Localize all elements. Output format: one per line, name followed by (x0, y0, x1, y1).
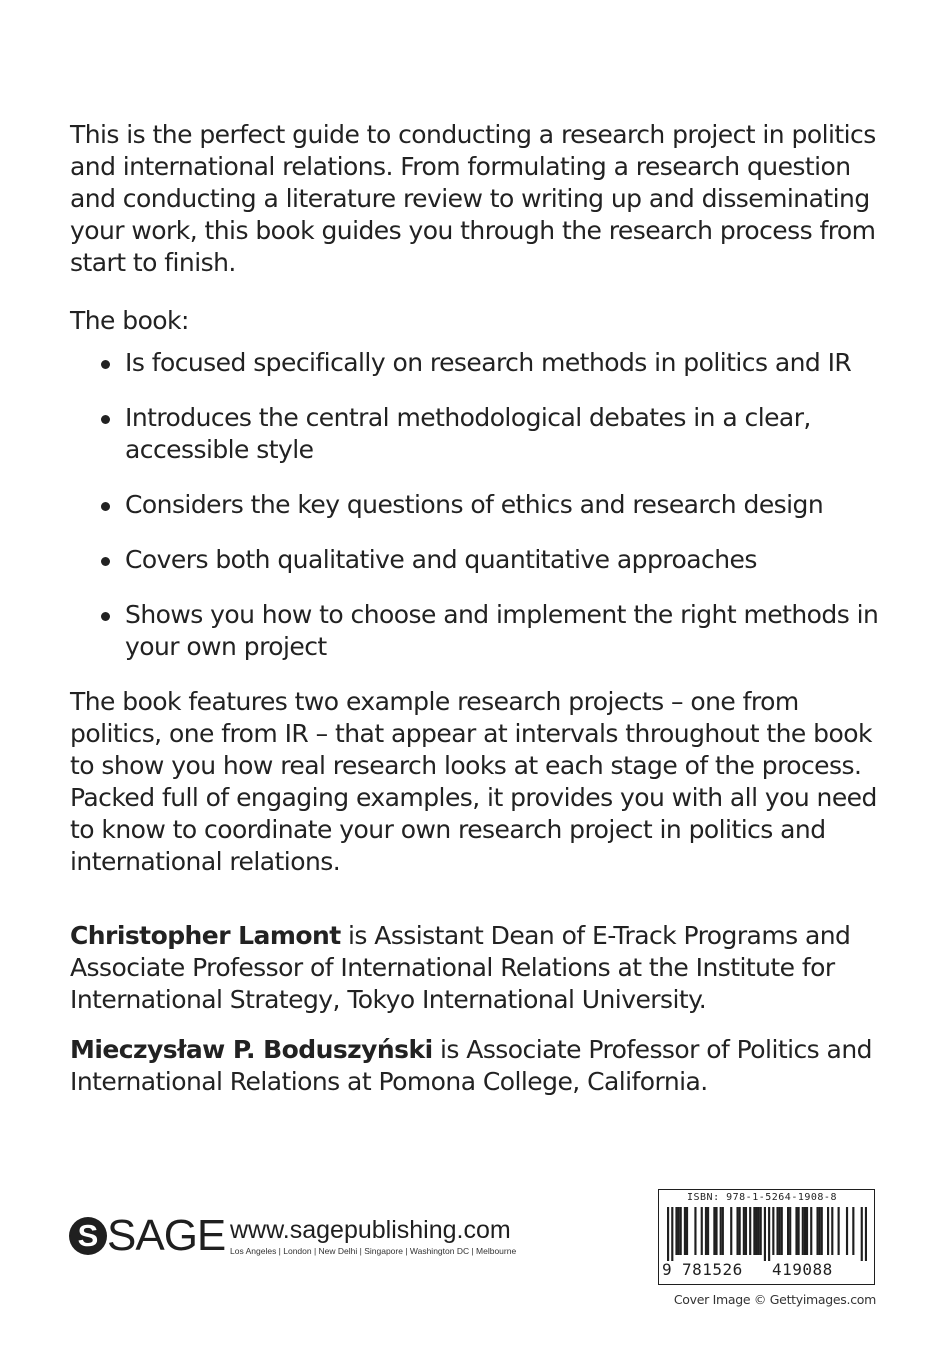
barcode-bar (707, 1207, 709, 1255)
barcode-bar (722, 1207, 724, 1255)
barcode-bar (667, 1207, 669, 1261)
barcode-bar (798, 1207, 800, 1255)
list-item: Considers the key questions of ethics and research design (70, 489, 882, 521)
barcode-bar (671, 1207, 673, 1261)
barcode-bar (865, 1207, 867, 1261)
list-lead: The book: (70, 306, 189, 335)
barcode-bar (743, 1207, 745, 1255)
isbn-barcode (658, 1189, 875, 1285)
barcode-bar (694, 1207, 696, 1255)
barcode-bar (781, 1207, 783, 1255)
barcode-bar (795, 1207, 797, 1255)
author-name: Christopher Lamont (70, 921, 341, 950)
author-name: Mieczysław P. Boduszyński (70, 1035, 433, 1064)
barcode-bar (760, 1207, 762, 1255)
barcode-digit-first: 9 (662, 1260, 672, 1279)
list-item: Covers both qualitative and quantitative approaches (70, 544, 882, 576)
barcode-bar (720, 1207, 722, 1255)
barcode-bar (787, 1207, 789, 1255)
barcode-bar (755, 1207, 757, 1255)
barcode-bar (852, 1207, 854, 1255)
barcode-bar (730, 1207, 732, 1255)
barcode-bar (846, 1207, 848, 1255)
barcode-bar (776, 1207, 778, 1255)
sage-logo-icon (69, 1217, 107, 1255)
barcode-bar (816, 1207, 818, 1255)
barcode-digits-left: 781526 (682, 1260, 743, 1279)
list-item: Shows you how to choose and implement the right methods in your own project (70, 599, 882, 663)
barcode-bar (684, 1207, 686, 1255)
publisher-url[interactable]: www.sagepublishing.com (230, 1216, 511, 1244)
barcode-bar (806, 1207, 808, 1255)
barcode-bars (667, 1207, 867, 1261)
publisher-cities: Los Angeles | London | New Delhi | Singapore | Washington DC | Melbourne (230, 1246, 517, 1256)
intro-paragraph: This is the perfect guide to conducting a research project in politics and international relations. From formulating a research question and conducting a literature review to writing up and disseminating your work, this book guides you through the research process from start to finish. (70, 120, 876, 277)
barcode-bar (861, 1207, 863, 1261)
barcode-bar (802, 1207, 804, 1255)
author-bio (70, 920, 882, 1016)
barcode-bar (789, 1207, 791, 1255)
barcode-bar (764, 1207, 766, 1261)
list-item: Introduces the central methodological debates in a clear, accessible style (70, 402, 882, 466)
sage-logo-letter: S (77, 1218, 99, 1253)
isbn-label: ISBN: 978-1-5264-1908-8 (687, 1192, 837, 1203)
barcode-bar (745, 1207, 747, 1255)
barcode-bar (739, 1207, 741, 1255)
barcode-bar (678, 1207, 680, 1255)
barcode-bar (772, 1207, 774, 1255)
barcode-bar (779, 1207, 781, 1255)
barcode-bar (810, 1207, 812, 1255)
barcode-digits-right: 419088 (772, 1260, 833, 1279)
publisher-logo (69, 1211, 539, 1264)
author-bio-text: is Associate Professor of Politics and International Relations at Pomona College, California. (70, 1035, 872, 1096)
barcode-bar (753, 1207, 755, 1255)
barcode-bar (804, 1207, 806, 1255)
barcode-bar (701, 1207, 703, 1255)
features-paragraph: The book features two example research projects – one from politics, one from IR – that appear at intervals throughout the book to show you how real research looks at each stage of the process. Packed full of engaging examples, it provides you with all you need to know to coordinate your own research project in politics and international relations. (70, 687, 877, 876)
feature-list (70, 347, 882, 663)
list-item: Is focused specifically on research methods in politics and IR (70, 347, 882, 379)
back-cover-text (70, 119, 882, 1116)
author-bio-text: is Assistant Dean of E-Track Programs and Associate Professor of International Relations at the Institute for International Strategy, Tokyo International University. (70, 921, 851, 1014)
barcode-bar (819, 1207, 821, 1255)
barcode-bar (838, 1207, 840, 1255)
barcode-bar (686, 1207, 688, 1255)
barcode-bar (768, 1207, 770, 1261)
barcode-bar (758, 1207, 760, 1255)
barcode-bar (713, 1207, 715, 1255)
barcode-bar (675, 1207, 677, 1255)
author-bio (70, 1034, 882, 1098)
barcode-bar (831, 1207, 833, 1255)
barcode-bar (749, 1207, 751, 1255)
barcode-bar (705, 1207, 707, 1255)
publisher-name: SAGE (107, 1211, 226, 1260)
barcode-bar (821, 1207, 823, 1255)
barcode-bar (827, 1207, 829, 1255)
barcode-bar (736, 1207, 738, 1255)
cover-credit: Cover Image © Gettyimages.com (673, 1292, 876, 1307)
barcode-bar (680, 1207, 682, 1255)
barcode-bar (715, 1207, 717, 1255)
